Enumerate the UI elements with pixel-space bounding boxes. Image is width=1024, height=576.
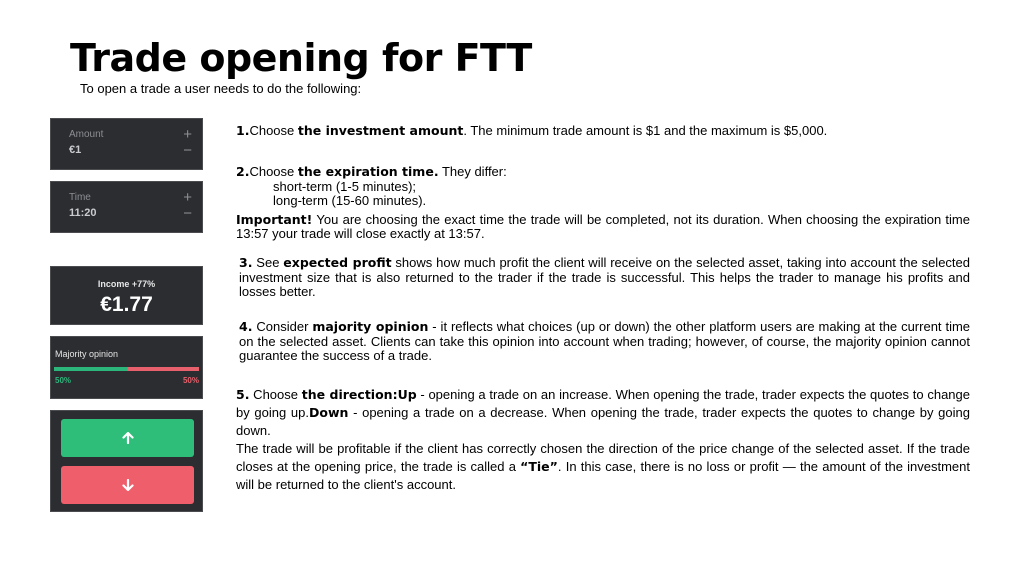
step-2-important-label: Important!: [236, 211, 313, 227]
step-5-tie-bold: “Tie”: [520, 459, 558, 474]
step-3-bold: expected profit: [283, 255, 392, 270]
step-2-text-pre: Choose: [249, 164, 298, 179]
step-5-number: 5.: [236, 387, 250, 402]
step-3-number: 3.: [239, 255, 253, 270]
step-2-important-text: You are choosing the exact time the trade will be completed, not its duration. When choosing the expiration time 13:57 your trade will close exactly at 13:57.: [236, 211, 970, 241]
step-2: [236, 165, 970, 242]
step-2-bold: the expiration time.: [297, 164, 439, 179]
amount-stepper: [183, 127, 192, 159]
majority-opinion-label: Majority opinion: [55, 349, 119, 359]
down-button[interactable]: [61, 466, 194, 504]
step-1-number: 1.: [236, 123, 250, 138]
step-3-text-post: shows how much profit the client will receive on the selected asset, taking into account the selected investment size that is also returned to the trader if the trade is successful. This helps the trader to manage his profits and losses better.: [239, 255, 971, 299]
step-5-tie-text-pre: The trade will be profitable if the client has correctly chosen the direction of the price change of the selected asset. If the trade closes at the opening price, the trade is called a: [236, 441, 970, 474]
amount-plus-button[interactable]: +: [183, 126, 192, 143]
time-label: Time: [69, 192, 91, 203]
arrow-up-icon: [122, 432, 134, 444]
majority-opinion-widget: [50, 336, 203, 399]
step-1: [236, 124, 970, 139]
arrow-down-icon: [122, 479, 134, 491]
income-value: €1.77: [100, 293, 153, 316]
step-5-text-up: - opening a trade on an increase. When opening the trade, trader expects the quotes to change by going up.: [236, 387, 970, 420]
page-title: Trade opening for FTT: [70, 36, 532, 80]
step-5-tie-text-post: . In this case, there is no loss or profit — the amount of the investment will be returned to the client's account.: [236, 459, 970, 492]
time-value[interactable]: 11:20: [69, 207, 97, 219]
step-4-bold: majority opinion: [312, 319, 429, 334]
income-label: Income +77%: [97, 279, 156, 289]
majority-opinion-bar: [54, 367, 199, 371]
direction-widget: [50, 410, 203, 512]
amount-label: Amount: [69, 129, 104, 140]
time-minus-button[interactable]: −: [183, 205, 192, 222]
step-1-text-pre: Choose: [249, 123, 298, 138]
step-5-bold-down: Down: [308, 405, 349, 420]
majority-down-percent: 50%: [182, 376, 199, 385]
step-2-number: 2.: [236, 164, 250, 179]
step-5-text-pre: Choose: [249, 387, 302, 402]
step-2-item-short: short-term (1-5 minutes);: [273, 178, 417, 194]
step-4-number: 4.: [239, 319, 253, 334]
step-1-text-post: . The minimum trade amount is $1 and the maximum is $5,000.: [463, 123, 828, 138]
income-widget: [50, 266, 203, 325]
step-1-bold: the investment amount: [297, 123, 464, 138]
step-5: [236, 386, 970, 494]
amount-widget: [50, 118, 203, 170]
time-widget: [50, 181, 203, 233]
step-4-text-post: - it reflects what choices (up or down) the other platform users are making at the current time on the selected asset. Clients can take this opinion into account when trading; however, of course, the majority opinion cannot guarantee the success of a trade.: [239, 319, 971, 363]
amount-minus-button[interactable]: −: [183, 142, 192, 159]
majority-up-percent: 50%: [55, 376, 72, 385]
time-stepper: [183, 190, 192, 222]
majority-up-fill: [54, 367, 127, 371]
amount-value[interactable]: €1: [69, 144, 82, 156]
step-5-bold-up: the direction:Up: [301, 387, 417, 402]
step-5-text-down: - opening a trade on a decrease. When opening the trade, trader expects the quotes to change by going down.: [236, 405, 970, 438]
step-2-text-post: They differ:: [438, 164, 507, 179]
step-3-text-pre: See: [252, 255, 284, 270]
step-4-text-pre: Consider: [252, 319, 313, 334]
step-3: [239, 256, 970, 300]
step-2-item-long: long-term (15-60 minutes).: [273, 193, 427, 208]
page-subtitle: To open a trade a user needs to do the following:: [80, 81, 362, 96]
time-plus-button[interactable]: +: [183, 189, 192, 206]
up-button[interactable]: [61, 419, 194, 457]
step-4: [239, 320, 970, 364]
